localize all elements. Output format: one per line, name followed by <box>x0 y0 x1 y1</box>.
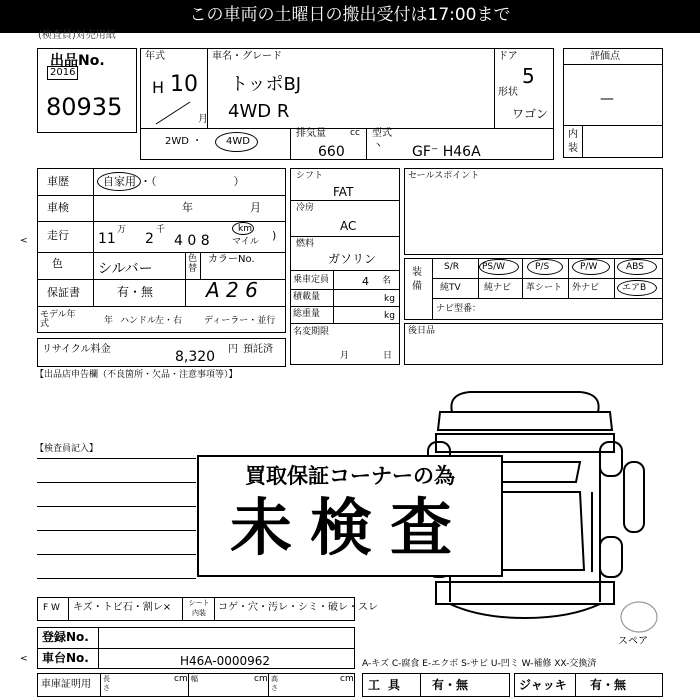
garage-length-unit: cm <box>174 674 188 684</box>
tools-label: 工具 <box>368 678 409 692</box>
equip-psw: PS/W <box>482 262 506 272</box>
recycle-label: リサイクル料金 <box>42 344 111 355</box>
recycle-unit: 円 <box>228 344 238 355</box>
banner-text: この車両の土曜日の搬出受付は17:00まで <box>189 5 511 25</box>
chassis-label: 車台No. <box>42 651 89 665</box>
name-change-month: 月 <box>340 351 350 361</box>
mileage-man: 11 <box>98 231 116 247</box>
mileage-km-circle <box>232 222 254 235</box>
color-repaint: 色替 <box>188 254 198 274</box>
year-slash <box>150 100 200 126</box>
history-rest: ・（ ） <box>140 175 245 188</box>
drive-2wd: 2WD ・ <box>165 136 203 147</box>
door-value: 5 <box>522 64 535 88</box>
sales-point-label: セールスポイント <box>408 171 480 181</box>
left-margin-mark-bottom: < <box>20 654 28 664</box>
model-year-lr: 左・右 <box>155 316 183 326</box>
shift-label: シフト <box>296 171 324 181</box>
displacement-value: 660 <box>318 144 345 160</box>
tools-value: 有・無 <box>432 678 469 692</box>
equip-abs-circle <box>617 259 657 275</box>
mileage-label: 走行 <box>47 229 69 242</box>
shaken-year: 年 <box>182 201 193 214</box>
car-grade: 4WD R <box>228 101 290 122</box>
equip-psw-circle <box>479 259 519 275</box>
spare-tire-icon <box>618 600 660 634</box>
equip-airbag-circle <box>617 280 657 296</box>
garage-width: 幅 <box>191 675 198 683</box>
interior-label: 内装 <box>568 129 578 154</box>
displacement-label: 排気量 <box>296 128 326 139</box>
model-year-year: 年 <box>104 316 114 326</box>
recycle-value: 8,320 <box>175 349 216 365</box>
equip-sr: S/R <box>444 262 459 272</box>
year-era: H <box>152 78 165 97</box>
year-label: 年式 <box>145 51 165 62</box>
cooling-label: 冷房 <box>296 203 315 213</box>
weight-label: 総重量 <box>293 309 321 319</box>
recycle-note: 預託済 <box>243 344 273 355</box>
seat-text: コゲ・穴・汚レ・シミ・破レ・スレ <box>218 602 378 613</box>
color-number: A 2 6 <box>206 278 258 302</box>
mileage-sen: 2 <box>145 231 154 247</box>
lot-label: 出品No. <box>50 53 105 69</box>
weight-unit: kg <box>384 311 395 321</box>
equip-ps: P/S <box>535 262 550 272</box>
mileage-km: km <box>238 224 252 234</box>
history-label: 車歴 <box>47 175 69 188</box>
shape-value: ワゴン <box>512 107 549 121</box>
equip-leather: 革シート <box>526 283 563 293</box>
equip-nav-model: ナビ型番： <box>436 304 482 314</box>
jack-value: 有・無 <box>590 678 627 692</box>
mileage-rest: 4 0 8 <box>174 233 210 249</box>
car-name: トッポBJ <box>230 74 302 95</box>
chassis-value: H46A-0000962 <box>180 654 271 668</box>
color-value: シルバー <box>98 261 153 277</box>
seat-label: シート内装 <box>188 599 210 617</box>
model-year-label: モデル年式 <box>40 310 76 329</box>
spare-label: スペア <box>618 636 648 647</box>
history-value: 自家用 <box>103 175 136 188</box>
car-name-label: 車名・グレード <box>212 51 282 62</box>
history-circle <box>97 172 141 191</box>
stamp-line1: 買取保証コーナーの為 <box>245 464 455 488</box>
cooling-value: AC <box>340 219 357 233</box>
drive-4wd: 4WD <box>226 136 250 147</box>
mileage-sen-unit: 千 <box>156 225 166 235</box>
after-date-box <box>404 323 663 365</box>
warranty-label: 保証書 <box>47 286 80 299</box>
model-mark: 丶 <box>373 141 383 152</box>
equip-pw-circle <box>572 259 610 275</box>
fw-text: キズ・トビ石・割レ× <box>73 602 172 613</box>
mileage-man-unit: 万 <box>117 225 127 235</box>
year-month-unit: 月 <box>198 114 208 125</box>
shaken-month: 月 <box>250 201 261 214</box>
shape-label: 形状 <box>498 87 518 98</box>
equip-airbag: エアB <box>622 283 647 293</box>
garage-label: 車庫証明用 <box>41 679 91 690</box>
vehicle-info-table <box>37 168 286 333</box>
name-change-label: 名変期限 <box>293 327 330 337</box>
drive-4wd-circle <box>215 132 258 152</box>
model-label: 型式 <box>372 128 392 139</box>
capacity-unit: 名 <box>382 276 392 286</box>
left-margin-mark: < <box>20 236 28 246</box>
load-unit: kg <box>384 294 395 304</box>
evaluation-label: 評価点 <box>590 51 620 62</box>
model-year-handle: ハンドル <box>120 316 157 326</box>
load-label: 積載量 <box>293 292 321 302</box>
inspector-notes-label: 【検査員記入】 <box>35 444 99 454</box>
capacity-label: 乗車定員 <box>293 275 330 285</box>
equip-ext-nav: 外ナビ <box>572 283 600 293</box>
door-label: ドア <box>498 51 518 62</box>
shift-value: FAT <box>333 185 354 199</box>
warranty-value: 有・無 <box>117 285 154 299</box>
mileage-mile: マイル <box>232 237 259 247</box>
garage-height: 高さ <box>271 675 278 692</box>
model-value: GF⁻ H46A <box>412 144 481 160</box>
exhibitor-notes-label: 【出品店申告欄（不良箇所・欠品・注意事項等）】 <box>35 370 238 380</box>
garage-width-unit: cm <box>254 674 268 684</box>
reg-no-label: 登録No. <box>42 630 89 644</box>
fuel-value: ガソリン <box>328 252 377 266</box>
after-date-label: 後日品 <box>408 326 436 336</box>
fuel-label: 燃料 <box>296 239 315 249</box>
year-value: 10 <box>170 72 198 97</box>
equip-pw: P/W <box>580 262 598 272</box>
damage-legend: A-キズ C-腐食 E-エクボ S-サビ U-凹ミ W-補修 XX-交換済 <box>362 659 597 669</box>
evaluation-value: — <box>600 91 614 107</box>
mileage-paren: ) <box>272 229 277 242</box>
header-cut-text: (検査員)対売用紙 <box>38 30 116 41</box>
garage-length: 長さ <box>103 675 110 692</box>
equip-tv: 純TV <box>440 283 461 293</box>
name-change-day: 日 <box>383 351 393 361</box>
jack-label: ジャッキ <box>519 678 567 692</box>
equip-abs: ABS <box>626 262 644 272</box>
displacement-unit: cc <box>350 128 360 138</box>
equip-nav: 純ナビ <box>484 283 512 293</box>
capacity-value: 4 <box>362 275 369 288</box>
shaken-label: 車検 <box>47 201 69 214</box>
equip-ps-circle <box>527 259 563 275</box>
garage-height-unit: cm <box>340 674 354 684</box>
color-no-label: カラーNo. <box>208 254 255 265</box>
lot-year: 2016 <box>47 66 78 80</box>
lot-number: 80935 <box>46 93 123 121</box>
sales-point-box <box>404 168 663 255</box>
color-label: 色 <box>52 257 63 270</box>
stamp-line2: 未検査 <box>229 491 470 564</box>
fw-label: F W <box>43 603 60 613</box>
equipment-label: 装備 <box>412 267 422 292</box>
model-year-dealer: ディーラー・並行 <box>204 316 276 326</box>
